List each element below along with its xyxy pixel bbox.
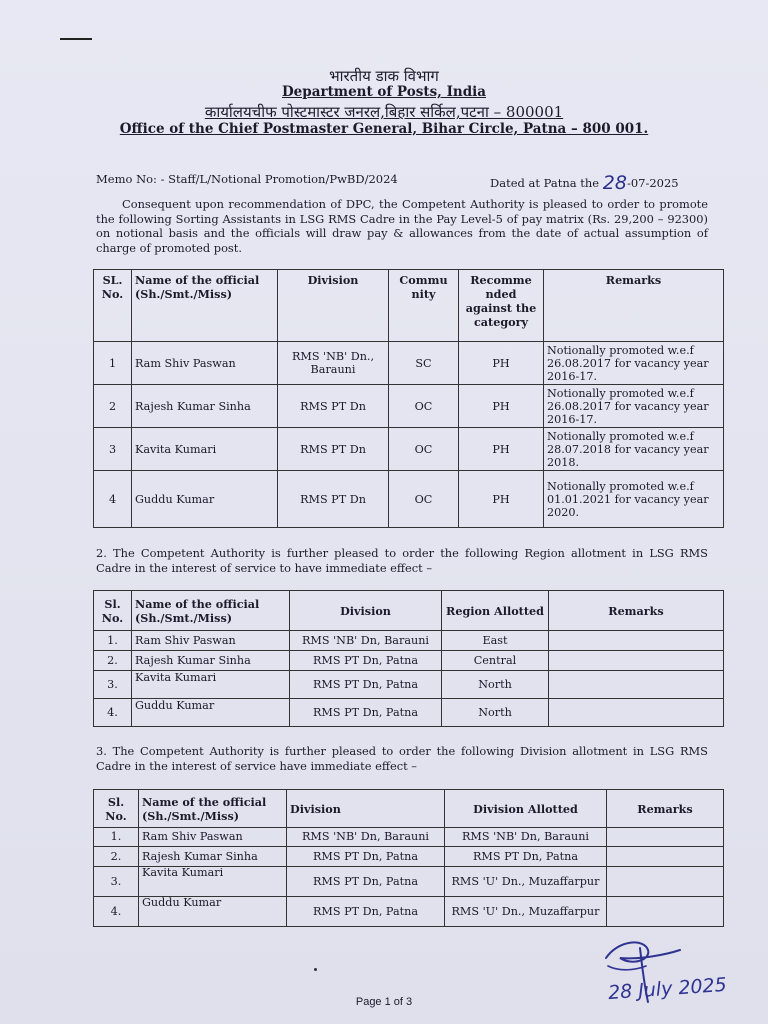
cell-sl: 4. xyxy=(94,699,132,727)
cell-sl: 1 xyxy=(94,342,132,385)
header-hindi-department: भारतीय डाक विभाग xyxy=(329,67,439,85)
table-row xyxy=(94,828,724,847)
division-allotment-table xyxy=(93,789,724,927)
col-header-name: Name of the official (Sh./Smt./Miss) xyxy=(132,270,278,342)
cell-name: Guddu Kumar xyxy=(132,471,278,528)
cell-name: Ram Shiv Paswan xyxy=(132,342,278,385)
cell-sl: 2 xyxy=(94,385,132,428)
cell-division: RMS PT Dn xyxy=(278,471,389,528)
table-header-row xyxy=(94,270,724,342)
cell-remarks xyxy=(549,699,724,727)
cell-division: RMS PT Dn xyxy=(278,428,389,471)
cell-name: Kavita Kumari xyxy=(132,671,290,699)
table-row xyxy=(94,385,724,428)
top-dash-mark xyxy=(60,38,92,40)
memo-number: Memo No: - Staff/L/Notional Promotion/PwBD/2024 xyxy=(96,172,398,186)
cell-community: OC xyxy=(389,385,459,428)
paragraph-2: 2. The Competent Authority is further pleased to order the following Region allotment in LSG RMS Cadre in the interest of service to have immediate effect – xyxy=(96,546,708,575)
cell-remarks xyxy=(607,897,724,927)
cell-remarks: Notionally promoted w.e.f 01.01.2021 for vacancy year 2020. xyxy=(544,471,724,528)
cell-sl: 2. xyxy=(94,651,132,671)
cell-sl: 1. xyxy=(94,828,139,847)
cell-division-allotted: RMS 'NB' Dn, Barauni xyxy=(445,828,607,847)
cell-name: Rajesh Kumar Sinha xyxy=(139,847,287,867)
memo-date xyxy=(490,172,679,194)
cell-community: SC xyxy=(389,342,459,385)
cell-remarks xyxy=(607,828,724,847)
cell-name: Ram Shiv Paswan xyxy=(132,631,290,651)
table-row xyxy=(94,867,724,897)
table-row xyxy=(94,847,724,867)
table-row xyxy=(94,699,724,727)
cell-division: RMS 'NB' Dn., Barauni xyxy=(278,342,389,385)
cell-remarks: Notionally promoted w.e.f 26.08.2017 for vacancy year 2016-17. xyxy=(544,342,724,385)
col-header-remarks: Remarks xyxy=(549,591,724,631)
cell-name: Rajesh Kumar Sinha xyxy=(132,385,278,428)
cell-sl: 2. xyxy=(94,847,139,867)
col-header-remarks: Remarks xyxy=(544,270,724,342)
col-header-remarks: Remarks xyxy=(607,790,724,828)
cell-name: Guddu Kumar xyxy=(139,897,287,927)
cell-region: East xyxy=(442,631,549,651)
signature-date: 28 July 2025 xyxy=(607,973,728,1005)
cell-division: RMS PT Dn, Patna xyxy=(290,699,442,727)
cell-sl: 3. xyxy=(94,671,132,699)
cell-remarks xyxy=(607,847,724,867)
col-header-community: Commu nity xyxy=(389,270,459,342)
col-header-sl: Sl. No. xyxy=(94,790,139,828)
col-header-name: Name of the official (Sh./Smt./Miss) xyxy=(132,591,290,631)
col-header-sl: SL. No. xyxy=(94,270,132,342)
paragraph-1: Consequent upon recommendation of DPC, the Competent Authority is pleased to order to promote the following Sorting Assistants in LSG RMS Cadre in the Pay Level-5 of pay matrix (Rs. 29,200 – 92300) on notional basis and the officials will draw pay & allowances from the date of actual assumption of charge of promoted post. xyxy=(96,197,708,255)
col-header-name: Name of the official (Sh./Smt./Miss) xyxy=(139,790,287,828)
date-suffix: -07-2025 xyxy=(626,176,679,190)
cell-region: North xyxy=(442,699,549,727)
date-prefix: Dated at Patna the xyxy=(490,176,600,190)
cell-name: Guddu Kumar xyxy=(132,699,290,727)
cell-name: Ram Shiv Paswan xyxy=(139,828,287,847)
region-allotment-table xyxy=(93,590,724,727)
cell-sl: 4. xyxy=(94,897,139,927)
cell-remarks xyxy=(549,631,724,651)
table-row xyxy=(94,671,724,699)
date-day-handwritten: 28 xyxy=(602,172,627,194)
table-row xyxy=(94,428,724,471)
cell-division-allotted: RMS 'U' Dn., Muzaffarpur xyxy=(445,867,607,897)
table-header-row xyxy=(94,790,724,828)
cell-sl: 3. xyxy=(94,867,139,897)
cell-category: PH xyxy=(459,428,544,471)
col-header-region: Region Allotted xyxy=(442,591,549,631)
cell-division: RMS PT Dn, Patna xyxy=(287,867,445,897)
cell-remarks: Notionally promoted w.e.f 28.07.2018 for vacancy year 2018. xyxy=(544,428,724,471)
cell-division: RMS PT Dn, Patna xyxy=(290,651,442,671)
page-number: Page 1 of 3 xyxy=(355,996,413,1008)
cell-division-allotted: RMS 'U' Dn., Muzaffarpur xyxy=(445,897,607,927)
cell-community: OC xyxy=(389,428,459,471)
promotion-table xyxy=(93,269,724,528)
col-header-category: Recomme nded against the category xyxy=(459,270,544,342)
header-hindi-office: कार्यालयचीफ पोस्टमास्टर जनरल,बिहार सर्किल,पटना – 800001 xyxy=(204,103,564,121)
cell-division: RMS PT Dn, Patna xyxy=(290,671,442,699)
cell-name: Kavita Kumari xyxy=(139,867,287,897)
col-header-division: Division xyxy=(278,270,389,342)
cell-category: PH xyxy=(459,385,544,428)
cell-sl: 4 xyxy=(94,471,132,528)
col-header-division-allotted: Division Allotted xyxy=(445,790,607,828)
cell-sl: 3 xyxy=(94,428,132,471)
cell-category: PH xyxy=(459,471,544,528)
cell-community: OC xyxy=(389,471,459,528)
cell-division: RMS 'NB' Dn, Barauni xyxy=(290,631,442,651)
header-department: Department of Posts, India xyxy=(281,84,487,100)
cell-name: Kavita Kumari xyxy=(132,428,278,471)
cell-remarks xyxy=(549,651,724,671)
table-row xyxy=(94,471,724,528)
paragraph-3: 3. The Competent Authority is further pleased to order the following Division allotment in LSG RMS Cadre in the interest of service have immediate effect – xyxy=(96,744,708,773)
cell-category: PH xyxy=(459,342,544,385)
cell-division-allotted: RMS PT Dn, Patna xyxy=(445,847,607,867)
cell-division: RMS PT Dn xyxy=(278,385,389,428)
table-row xyxy=(94,897,724,927)
cell-name: Rajesh Kumar Sinha xyxy=(132,651,290,671)
col-header-division: Division xyxy=(290,591,442,631)
table-row xyxy=(94,631,724,651)
table-row xyxy=(94,342,724,385)
cell-remarks: Notionally promoted w.e.f 26.08.2017 for vacancy year 2016-17. xyxy=(544,385,724,428)
cell-region: North xyxy=(442,671,549,699)
cell-region: Central xyxy=(442,651,549,671)
header-office: Office of the Chief Postmaster General, Bihar Circle, Patna – 800 001. xyxy=(119,121,649,137)
cell-division: RMS 'NB' Dn, Barauni xyxy=(287,828,445,847)
cell-division: RMS PT Dn, Patna xyxy=(287,897,445,927)
cell-remarks xyxy=(607,867,724,897)
cell-remarks xyxy=(549,671,724,699)
col-header-sl: Sl. No. xyxy=(94,591,132,631)
stray-dot xyxy=(314,968,317,971)
cell-division: RMS PT Dn, Patna xyxy=(287,847,445,867)
col-header-division: Division xyxy=(287,790,445,828)
table-row xyxy=(94,651,724,671)
table-header-row xyxy=(94,591,724,631)
cell-sl: 1. xyxy=(94,631,132,651)
